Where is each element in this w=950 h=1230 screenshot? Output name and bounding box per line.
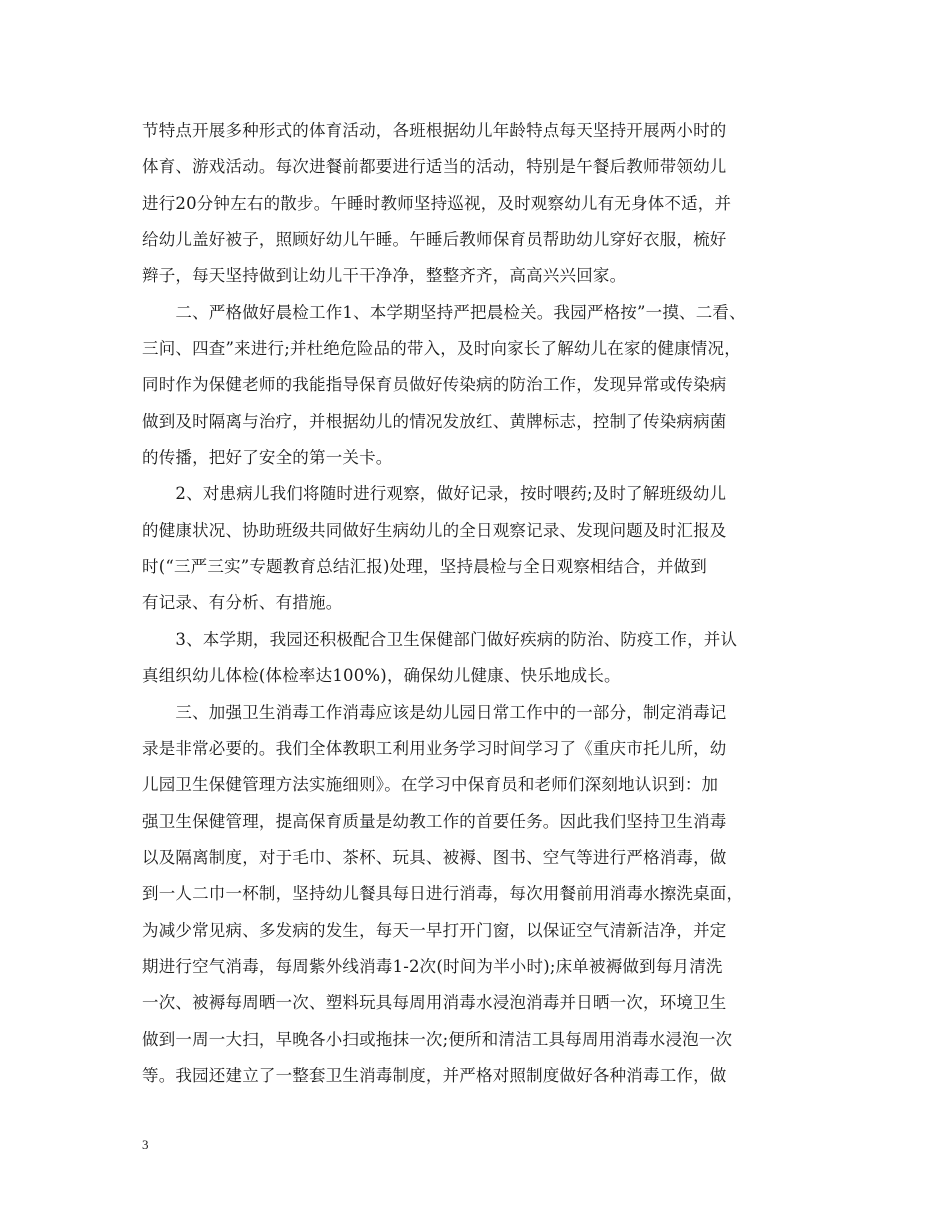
text-line: 时(“三严三实”专题教育总结汇报)处理，坚持晨检与全日观察相结合，并做到: [142, 557, 707, 577]
text-line: 三问、四查”来进行;并杜绝危险品的带入，及时向家长了解幼儿在家的健康情况，: [142, 339, 741, 359]
text-line: 2、对患病儿我们将随时进行观察，做好记录，按时喂药;及时了解班级幼儿: [142, 484, 727, 504]
text-line: 体育、游戏活动。每次进餐前都要进行适当的活动，特别是午餐后教师带领幼儿: [142, 157, 727, 177]
text-line: 一次、被褥每周晒一次、塑料玩具每周用消毒水浸泡消毒并日晒一次，环境卫生: [142, 993, 727, 1013]
text-line: 3、本学期，我园还积极配合卫生保健部门做好疾病的防治、防疫工作，并认: [142, 629, 738, 649]
text-line: 儿园卫生保健管理方法实施细则》。在学习中保育员和老师们深刻地认识到：加: [142, 775, 719, 795]
text-line: 给幼儿盖好被子，照顾好幼儿午睡。午睡后教师保育员帮助幼儿穿好衣服，梳好: [142, 230, 727, 250]
text-line: 同时作为保健老师的我能指导保育员做好传染病的防治工作，发现异常或传染病: [142, 375, 727, 395]
text-line: 强卫生保健管理，提高保育质量是幼教工作的首要任务。因此我们坚持卫生消毒: [142, 811, 727, 831]
text-line: 三、加强卫生消毒工作消毒应该是幼儿园日常工作中的一部分，制定消毒记: [142, 702, 727, 722]
text-line: 的传播，把好了安全的第一关卡。: [142, 448, 393, 468]
text-line: 真组织幼儿体检(体检率达100%)，确保幼儿健康、快乐地成长。: [142, 666, 621, 686]
text-line: 的健康状况、协助班级共同做好生病幼儿的全日观察记录、发现问题及时汇报及: [142, 520, 727, 540]
text-line: 进行20分钟左右的散步。午睡时教师坚持巡视，及时观察幼儿有无身体不适，并: [142, 193, 732, 213]
text-line: 做到及时隔离与治疗，并根据幼儿的情况发放红、黄牌标志，控制了传染病病菌: [142, 411, 727, 431]
text-line: 到一人二巾一杯制，坚持幼儿餐具每日进行消毒，每次用餐前用消毒水擦洗桌面，: [142, 884, 744, 904]
page-number: 3: [142, 1137, 149, 1152]
text-line: 以及隔离制度，对于毛巾、茶杯、玩具、被褥、图书、空气等进行严格消毒，做: [142, 847, 727, 867]
text-line: 节特点开展多种形式的体育活动，各班根据幼儿年龄特点每天坚持开展两小时的: [142, 121, 727, 140]
text-line: 为减少常见病、多发病的发生，每天一早打开门窗，以保证空气清新洁净，并定: [142, 920, 727, 940]
text-line: 录是非常必要的。我们全体教职工利用业务学习时间学习了《重庆市托儿所，幼: [142, 738, 727, 758]
text-line: 二、严格做好晨检工作1、本学期坚持严把晨检关。我园严格按”一摸、二看、: [142, 302, 746, 322]
text-line: 辫子，每天坚持做到让幼儿干干净净，整整齐齐，高高兴兴回家。: [142, 266, 627, 286]
body-text: [142, 113, 832, 1094]
text-line: 期进行空气消毒，每周紫外线消毒1-2次(时间为半小时);床单被褥做到每月清洗: [142, 956, 723, 976]
text-line: 有记录、有分析、有措施。: [142, 593, 343, 613]
text-line: 做到一周一大扫，早晚各小扫或拖抹一次;便所和清洁工具每周用消毒水浸泡一次: [142, 1029, 733, 1049]
text-line: 等。我园还建立了一整套卫生消毒制度，并严格对照制度做好各种消毒工作，做: [142, 1065, 727, 1085]
